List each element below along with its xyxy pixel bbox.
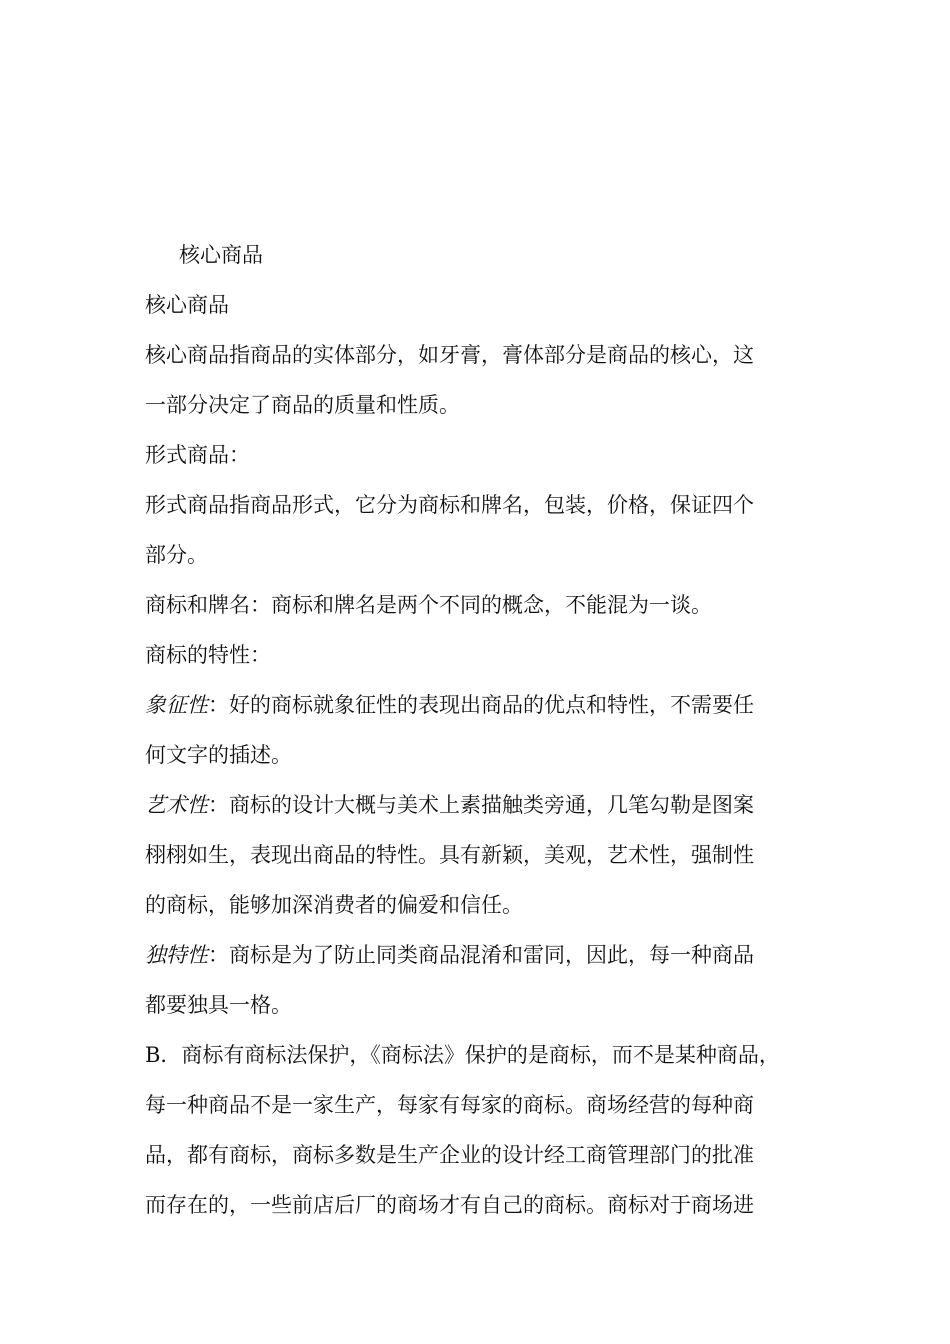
unique-continuation: 都要独具一格。 — [145, 993, 292, 1017]
artistic-continuation: 栩栩如生，表现出商品的特性。具有新颖，美观，艺术性，强制性 — [145, 843, 754, 867]
paragraph-line: 核心商品指商品的实体部分，如牙膏，膏体部分是商品的核心，这 — [145, 343, 754, 367]
unique-paragraph-line — [145, 930, 835, 980]
symbolic-text: ：好的商标就象征性的表现出商品的优点和特性，不需要任 — [208, 693, 754, 717]
symbolic-paragraph-line — [145, 680, 835, 730]
paragraph-line: 部分。 — [145, 543, 208, 567]
symbolic-term: 象征性 — [145, 693, 208, 717]
paragraph-line: 商标和牌名：商标和牌名是两个不同的概念，不能混为一谈。 — [145, 593, 712, 617]
paragraph-line: 一部分决定了商品的质量和性质。 — [145, 393, 460, 417]
artistic-paragraph-line — [145, 780, 835, 830]
paragraph-line: 核心商品 — [145, 293, 229, 317]
artistic-term: 艺术性 — [145, 793, 208, 817]
unique-text: ：商标是为了防止同类商品混淆和雷同，因此，每一种商品 — [208, 943, 754, 967]
symbolic-continuation: 何文字的插述。 — [145, 743, 292, 767]
section-b-line: 而存在的，一些前店后厂的商场才有自己的商标。商标对于商场进 — [145, 1193, 754, 1217]
section-b-line: 品，都有商标，商标多数是生产企业的设计经工商管理部门的批准 — [145, 1143, 754, 1167]
unique-term: 独特性 — [145, 943, 208, 967]
artistic-text: ：商标的设计大概与美术上素描触类旁通，几笔勾勒是图案 — [208, 793, 754, 817]
paragraph-line: 形式商品： — [145, 443, 250, 467]
paragraph-line: 形式商品指商品形式，它分为商标和牌名，包装，价格，保证四个 — [145, 493, 754, 517]
artistic-continuation: 的商标，能够加深消费者的偏爱和信任。 — [145, 893, 523, 917]
section-b-line: B．商标有商标法保护，《商标法》保护的是商标，而不是某种商品， — [145, 1043, 780, 1067]
section-b-line: 每一种商品不是一家生产，每家有每家的商标。商场经营的每种商 — [145, 1093, 754, 1117]
paragraph-line: 商标的特性： — [145, 643, 271, 667]
document-body — [145, 230, 835, 1230]
document-title: 核心商品 — [179, 243, 263, 267]
